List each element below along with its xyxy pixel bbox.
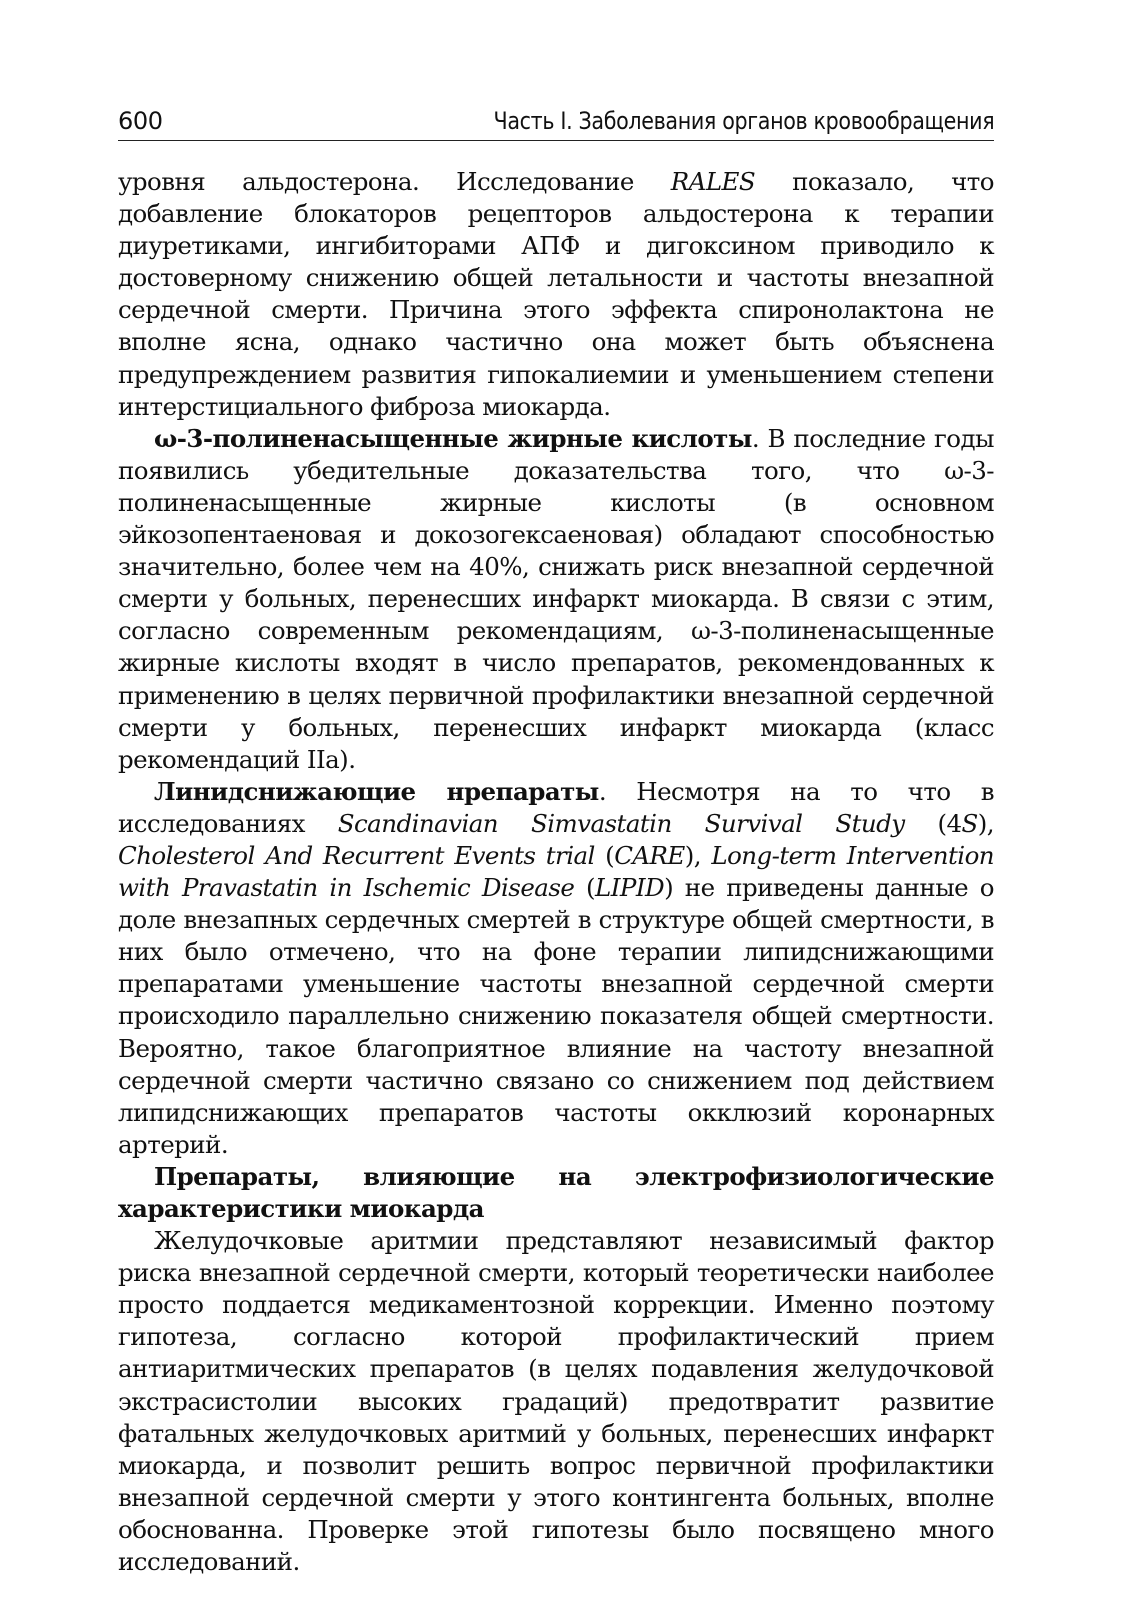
paragraph-omega3 — [118, 423, 994, 776]
text-run: уровня альдостерона. Исследование — [118, 167, 671, 196]
paragraph-lipid-lowering — [118, 776, 994, 1161]
section-heading: Препараты, влияющие на электрофизиологические характеристики миокарда — [118, 1161, 994, 1223]
text-run: ), — [977, 808, 994, 838]
paragraph-lead-lipid: Линидснижающие нрепараты — [154, 776, 599, 806]
page-number: 600 — [118, 107, 163, 135]
study-abbrev-lipid: LIPID — [595, 873, 665, 903]
text-run: ( — [594, 840, 615, 870]
paragraph-ventricular-arrhythmias: Желудочковые аритмии представляют независимый фактор риска внезапной сердечной смерти, который теоретически наиболее просто поддается медикаментозной коррекции. Именно поэтому гипотеза, согласно которой профилактический прием антиаритмических препаратов (в целях подавления желудочковой экстрасистолии высоких градаций) предотвратит развитие фатальных желудочковых аритмий у больных, перенесших инфаркт миокарда, и позволит решить вопрос первичной профилактики внезапной сердечной смерти у этого контингента больных, вполне обоснованна. Проверке этой гипотезы было посвящено много исследований. — [118, 1226, 994, 1577]
text-run: ) не приведены данные о доле внезапных сердечных смертей в структуре общей смертности, в них было отмечено, что на фоне терапии липидснижающими препаратами уменьшение частоты внезапной сердечной смерти происходило параллельно снижению показателя общей смертности. Вероятно, такое благоприятное влияние на частоту внезапной сердечной смерти частично связано со снижением под действием липидснижающих препаратов частоты окклюзий коронарных артерий. — [118, 873, 995, 1159]
page-header — [118, 106, 994, 141]
text-run: показало, что добавление блокаторов рецепторов альдостерона к терапии диуретиками, ингибиторами АПФ и дигоксином приводило к достоверному снижению общей летальности и частоты внезапной сердечной смерти. Причина этого эффекта спиронолактона не вполне ясна, однако частично она может быть объяснена предупреждением развития гипокалиемии и уменьшением степени интерстициального фиброза миокарда. — [118, 167, 994, 421]
study-abbrev-care: CARE — [614, 840, 685, 870]
study-name-care: Cholesterol And Recurrent Events trial — [118, 840, 595, 870]
text-run: (4 — [904, 808, 962, 838]
text-run: ( — [574, 873, 596, 903]
running-title: Часть I. Заболевания органов кровообращения — [493, 107, 994, 135]
text-run: ), — [684, 840, 712, 870]
study-name-4s: Scandinavian Simvastatin Survival Study — [337, 808, 905, 838]
study-name-rales: RALES — [670, 167, 756, 196]
text-run: . Несмотря на то что в исследованиях — [118, 776, 994, 838]
text-run: . В последние годы появились убедительные доказательства того, что ω-3-полиненасыщенные жирные кислоты (в основном эйкозопентаеновая и докозогексаеновая) обладают способностью значительно, более чем на 40%, снижать риск внезапной сердечной смерти у больных, перенесших инфаркт миокарда. В связи с этим, согласно современным рекомендациям, ω-3-полиненасыщенные жирные кислоты входят в число препаратов, рекомендованных к применению в целях первичной профилактики внезапной сердечной смерти у больных, перенесших инфаркт миокарда (класс рекомендаций IIa). — [118, 423, 994, 774]
paragraph-lead-omega3: ω-3-полиненасыщенные жирные кислоты — [154, 423, 752, 453]
paragraph-aldosterone — [118, 166, 994, 423]
study-abbrev-s: S — [961, 808, 978, 838]
page-body — [118, 166, 994, 1578]
study-name-lipid: Long-term Intervention with Pravastatin in Ischemic Disease — [118, 840, 995, 903]
